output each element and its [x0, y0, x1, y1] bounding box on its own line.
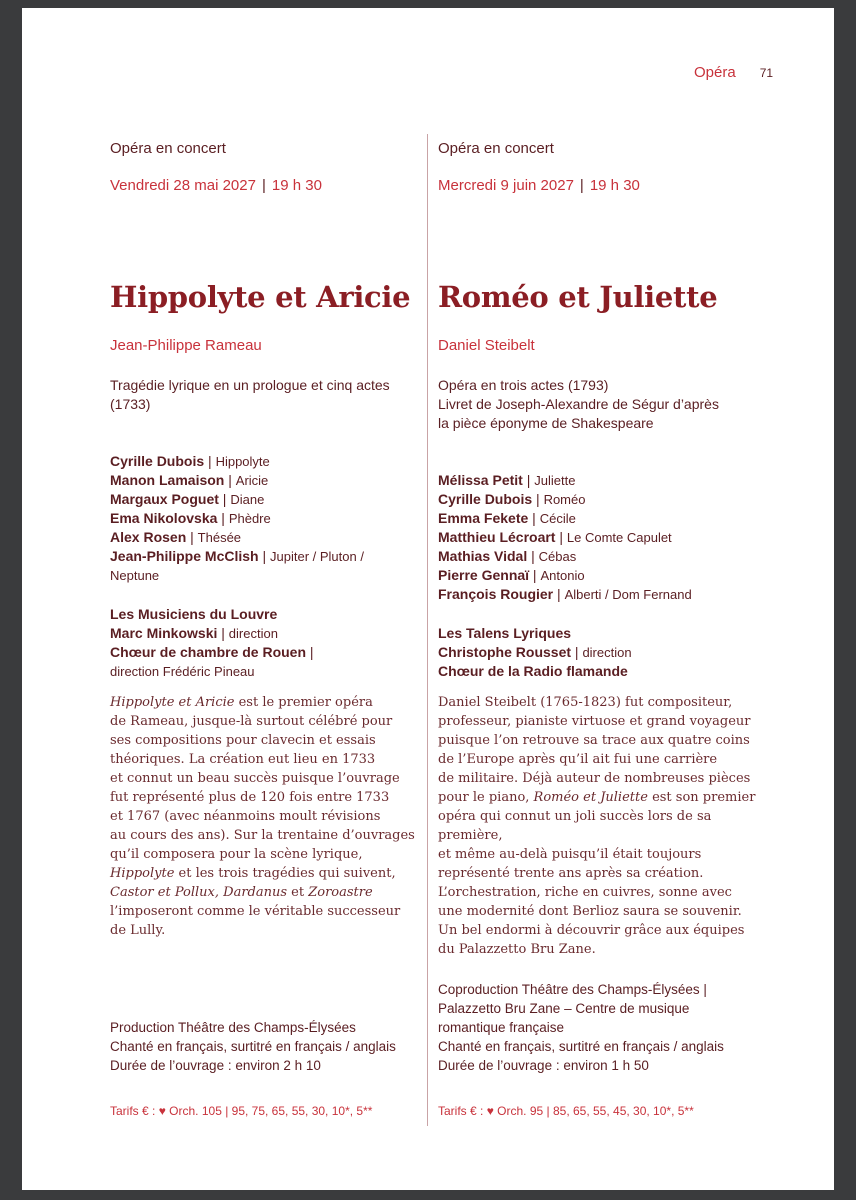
- notes-line: Hippolyte et les trois tragédies qui suivent,: [110, 866, 396, 881]
- page-number: 71: [759, 66, 774, 80]
- cast-role: Alberti / Dom Fernand: [564, 587, 692, 602]
- cast-name: Matthieu Lécroart: [438, 529, 556, 545]
- notes-line: l’imposeront comme le véritable successeur: [110, 904, 401, 919]
- production-line: Durée de l’ouvrage : environ 2 h 10: [110, 1058, 321, 1073]
- notes-line: et même au-delà puisqu’il était toujours: [438, 847, 702, 862]
- ensemble-name: Chœur de chambre de Rouen: [110, 644, 307, 660]
- section-label: Opéra: [694, 64, 736, 81]
- ensemble-name: Les Talens Lyriques: [438, 625, 572, 641]
- notes-line: de l’Europe après qu’il ait fui une carrière: [438, 752, 718, 767]
- event-type: Opéra en concert: [110, 140, 226, 157]
- cast-item: Jean-Philippe McClish | Jupiter / Pluton /: [110, 548, 364, 564]
- notes-line: Daniel Steibelt (1765-1823) fut compositeur,: [438, 695, 733, 710]
- cast-name: Ema Nikolovska: [110, 510, 218, 526]
- program-notes: [438, 693, 778, 959]
- date-separator: |: [261, 177, 266, 194]
- ensemble-role: direction: [582, 645, 632, 660]
- cast-item: Cyrille Dubois | Hippolyte: [110, 453, 270, 469]
- cast-list: [438, 471, 692, 604]
- composer-name: Daniel Steibelt: [438, 337, 535, 354]
- description-line: Tragédie lyrique en un prologue et cinq actes: [110, 377, 390, 393]
- description-line: Opéra en trois actes (1793): [438, 377, 609, 393]
- ensemble-item: [110, 605, 314, 624]
- tarifs-values: Orch. 105 | 95, 75, 65, 55, 30, 10*, 5**: [169, 1104, 373, 1118]
- description-line: Livret de Joseph-Alexandre de Ségur d’après: [438, 396, 719, 412]
- cast-item: Cyrille Dubois | Roméo: [438, 491, 586, 507]
- cast-item: Ema Nikolovska | Phèdre: [110, 510, 271, 526]
- notes-line: qu’il composera pour la scène lyrique,: [110, 847, 363, 862]
- cast-item: Pierre Gennaï | Antonio: [438, 567, 585, 583]
- event-date: [110, 177, 410, 194]
- ensemble-role: direction: [228, 626, 278, 641]
- cast-item: Margaux Poguet | Diane: [110, 491, 265, 507]
- notes-line: Un bel endormi à découvrir grâce aux équipes: [438, 923, 745, 938]
- notes-line: et connut un beau succès puisque l’ouvrage: [110, 771, 400, 786]
- cast-name: François Rougier: [438, 586, 554, 602]
- ensemble-item: Marc Minkowski | direction: [110, 625, 278, 641]
- tarifs: [110, 1104, 372, 1118]
- cast-item: Mélissa Petit | Juliette: [438, 472, 576, 488]
- tarifs-values: Orch. 95 | 85, 65, 55, 45, 30, 10*, 5**: [497, 1104, 694, 1118]
- cast-role: Roméo: [543, 492, 586, 507]
- description-line: (1733): [110, 396, 151, 412]
- notes-line: fut représenté plus de 120 fois entre 1733: [110, 790, 390, 805]
- cast-role: Antonio: [540, 568, 585, 583]
- cast-role: Thésée: [197, 530, 242, 545]
- cast-role: Cécile: [539, 511, 576, 526]
- cast-name: Margaux Poguet: [110, 491, 219, 507]
- ensemble-item: [438, 662, 632, 681]
- ensemble-item: Chœur de chambre de Rouen |: [110, 644, 314, 660]
- notes-line: pour le piano, Roméo et Juliette est son premier: [438, 790, 756, 805]
- cast-role: Diane: [230, 492, 265, 507]
- program-page: [22, 8, 834, 1190]
- cast-name: Alex Rosen: [110, 529, 187, 545]
- cast-name: Mathias Vidal: [438, 548, 528, 564]
- notes-line: et 1767 (avec néanmoins moult révisions: [110, 809, 381, 824]
- tarifs-label: Tarifs € :: [110, 1104, 156, 1118]
- production-line: romantique française: [438, 1020, 565, 1035]
- cast-role: Hippolyte: [215, 454, 270, 469]
- ensemble-item: [438, 624, 632, 643]
- production-info: [110, 1018, 396, 1075]
- heart-icon: ♥: [486, 1104, 494, 1118]
- cast-item: [110, 566, 364, 585]
- production-line: Chanté en français, surtitré en français / anglais: [438, 1039, 724, 1054]
- cast-role: Cébas: [538, 549, 577, 564]
- notes-line: théoriques. La création eut lieu en 1733: [110, 752, 376, 767]
- date-separator: |: [579, 177, 584, 194]
- ensemble-name: Marc Minkowski: [110, 625, 218, 641]
- cast-item: Manon Lamaison | Aricie: [110, 472, 269, 488]
- description-line: la pièce éponyme de Shakespeare: [438, 415, 654, 431]
- production-line: Chanté en français, surtitré en français / anglais: [110, 1039, 396, 1054]
- ensemble-name: Christophe Rousset: [438, 644, 572, 660]
- ensemble-role: direction Frédéric Pineau: [110, 664, 255, 679]
- cast-role: Neptune: [110, 568, 160, 583]
- cast-item: Emma Fekete | Cécile: [438, 510, 576, 526]
- event-date: [438, 177, 758, 194]
- program-notes: [110, 693, 420, 940]
- notes-line: de Rameau, jusque-là surtout célébré pour: [110, 714, 393, 729]
- event-date-text: Vendredi 28 mai 2027: [110, 177, 256, 194]
- production-line: Durée de l’ouvrage : environ 1 h 50: [438, 1058, 649, 1073]
- cast-role: Phèdre: [228, 511, 271, 526]
- production-line: Production Théâtre des Champs-Élysées: [110, 1020, 356, 1035]
- ensemble-item: Christophe Rousset | direction: [438, 644, 632, 660]
- notes-line: représenté trente ans après sa création.: [438, 866, 704, 881]
- ensemble-name: Les Musiciens du Louvre: [110, 606, 278, 622]
- notes-line: professeur, pianiste virtuose et grand voyageur: [438, 714, 751, 729]
- cast-name: Cyrille Dubois: [438, 491, 533, 507]
- cast-name: Jean-Philippe McClish: [110, 548, 259, 564]
- cast-name: Manon Lamaison: [110, 472, 225, 488]
- work-description: [438, 376, 778, 433]
- page-header: [694, 64, 773, 81]
- cast-name: Mélissa Petit: [438, 472, 523, 488]
- cast-role: Jupiter / Pluton /: [270, 549, 364, 564]
- event-type: Opéra en concert: [438, 140, 554, 157]
- cast-item: Matthieu Lécroart | Le Comte Capulet: [438, 529, 672, 545]
- cast-item: François Rougier | Alberti / Dom Fernand: [438, 586, 692, 602]
- cast-role: Aricie: [235, 473, 269, 488]
- cast-role: Le Comte Capulet: [566, 530, 672, 545]
- event-right: [438, 140, 758, 194]
- notes-line: puisque l’on retrouve sa trace aux quatre coins: [438, 733, 750, 748]
- event-title: Roméo et Juliette: [438, 280, 718, 314]
- event-time: 19 h 30: [589, 177, 640, 194]
- notes-line: de Lully.: [110, 923, 166, 938]
- cast-list: [110, 452, 364, 585]
- cast-name: Pierre Gennaï: [438, 567, 530, 583]
- cast-role: Juliette: [534, 473, 576, 488]
- notes-line: du Palazzetto Bru Zane.: [438, 942, 596, 957]
- ensemble-name: Chœur de la Radio flamande: [438, 663, 628, 679]
- notes-line: de militaire. Déjà auteur de nombreuses pièces: [438, 771, 751, 786]
- cast-name: Emma Fekete: [438, 510, 529, 526]
- notes-line: L’orchestration, riche en cuivres, sonne avec: [438, 885, 732, 900]
- event-title: Hippolyte et Aricie: [110, 280, 411, 314]
- event-left: [110, 140, 410, 194]
- production-line: Coproduction Théâtre des Champs-Élysées |: [438, 982, 707, 997]
- cast-name: Cyrille Dubois: [110, 453, 205, 469]
- notes-line: une modernité dont Berlioz saura se souvenir.: [438, 904, 742, 919]
- composer-name: Jean-Philippe Rameau: [110, 337, 262, 354]
- event-time: 19 h 30: [271, 177, 322, 194]
- ensemble-list: [110, 605, 314, 681]
- notes-line: Hippolyte et Aricie est le premier opéra: [110, 695, 373, 710]
- ensemble-item: [110, 662, 314, 681]
- production-line: Palazzetto Bru Zane – Centre de musique: [438, 1001, 690, 1016]
- notes-line: opéra qui connut un joli succès lors de sa première,: [438, 809, 712, 843]
- tarifs-label: Tarifs € :: [438, 1104, 484, 1118]
- event-date-text: Mercredi 9 juin 2027: [438, 177, 574, 194]
- cast-item: Mathias Vidal | Cébas: [438, 548, 577, 564]
- notes-line: au cours des ans). Sur la trentaine d’ouvrages: [110, 828, 415, 843]
- column-divider: [427, 134, 428, 1126]
- production-info: [438, 980, 724, 1075]
- work-description: [110, 376, 430, 414]
- notes-line: Castor et Pollux, Dardanus et Zoroastre: [110, 885, 373, 900]
- heart-icon: ♥: [158, 1104, 166, 1118]
- ensemble-list: [438, 624, 632, 681]
- cast-item: Alex Rosen | Thésée: [110, 529, 242, 545]
- tarifs: [438, 1104, 694, 1118]
- notes-line: ses compositions pour clavecin et essais: [110, 733, 376, 748]
